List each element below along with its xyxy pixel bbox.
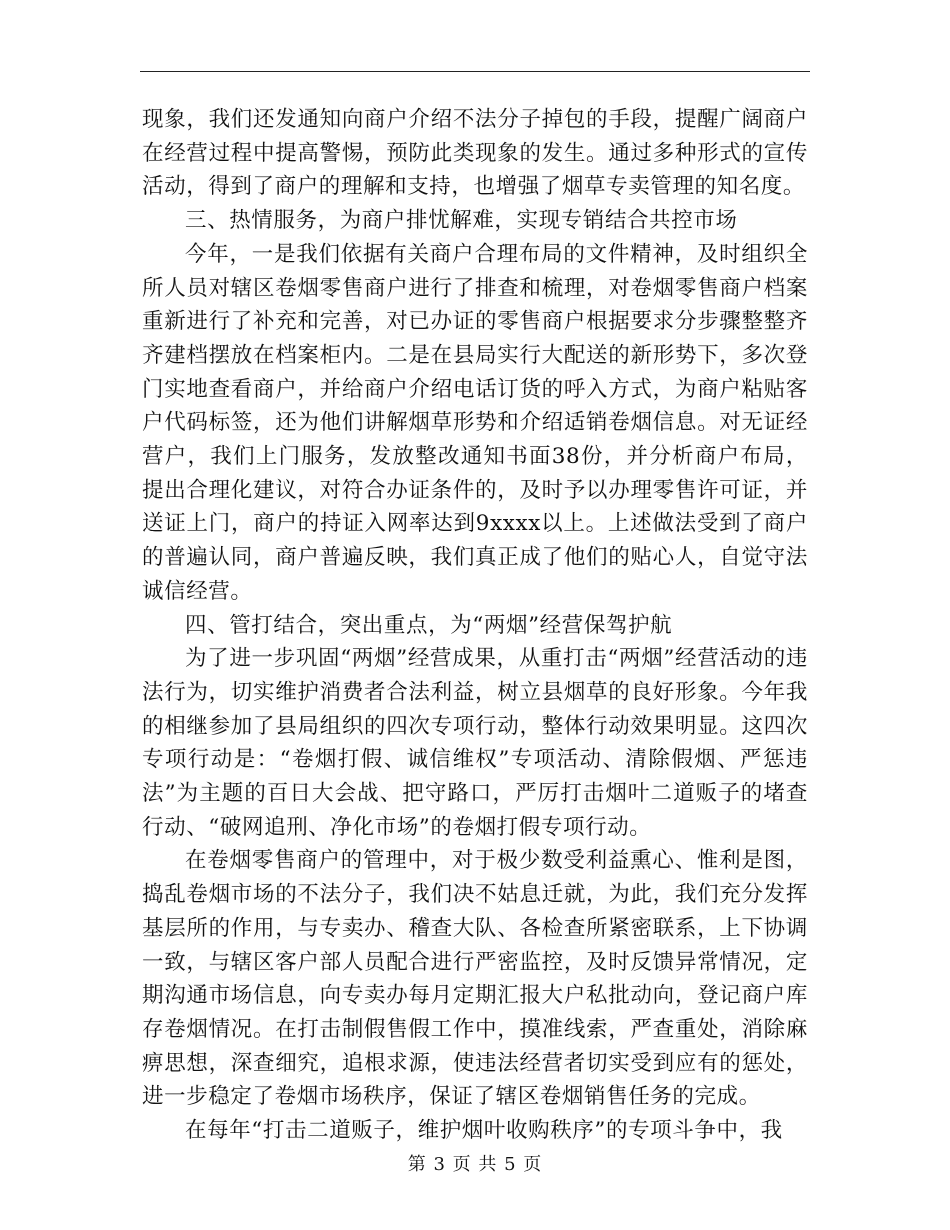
paragraph-special-actions: 为了进一步巩固“两烟”经营成果，从重打击“两烟”经营活动的违法行为，切实维护消费者合法利益，树立县烟草的良好形象。今年我的相继参加了县局组织的四次专项行动，整体行动效果明显。这四次专项行动是：“卷烟打假、诚信维权”专项活动、清除假烟、严惩违法”为主题的百日大会战、把守路口，严厉打击烟叶二道贩子的堵查行动、“破网追刑、净化市场”的卷烟打假专项行动。 xyxy=(142,646,808,840)
paragraph-management: 在卷烟零售商户的管理中，对于极少数受利益熏心、惟利是图，捣乱卷烟市场的不法分子，我们决不姑息迁就，为此，我们充分发挥基层所的作用，与专卖办、稽查大队、各检查所紧密联系，上下协调一致，与辖区客户部人员配合进行严密监控，及时反馈异常情况，定期沟通市场信息，向专卖办每月定期汇报大户私批动向，登记商户库存卷烟情况。在打击制假售假工作中，摸准线索，严查重处，消除麻痹思想，深查细究，追根求源，使违法经营者切实受到应有的惩处，进一步稳定了卷烟市场秩序，保证了辖区卷烟销售任务的完成。 xyxy=(142,848,808,1110)
paragraph-service: 今年，一是我们依据有关商户合理布局的文件精神，及时组织全所人员对辖区卷烟零售商户进行了排查和梳理，对卷烟零售商户档案重新进行了补充和完善，对已办证的零售商户根据要求分步骤整整齐齐建档摆放在档案柜内。二是在县局实行大配送的新形势下，多次登门实地查看商户，并给商户介绍电话订货的呼入方式，为商户粘贴客户代码标签，还为他们讲解烟草形势和介绍适销卷烟信息。对无证经营户，我们上门服务，发放整改通知书面38份，并分析商户布局，提出合理化建议，对符合办证条件的，及时予以办理零售许可证，并送证上门，商户的持证入网率达到9xxxx以上。上述做法受到了商户的普遍认同，商户普遍反映，我们真正成了他们的贴心人，自觉守法诚信经营。 xyxy=(142,241,808,604)
header-rule xyxy=(140,71,810,72)
page-number: 第 3 页 共 5 页 xyxy=(407,1154,543,1175)
paragraph-annual-campaign: 在每年“打击二道贩子，维护烟叶收购秩序”的专项斗争中，我 xyxy=(185,1118,783,1144)
section-heading-four: 四、管打结合，突出重点，为“两烟”经营保驾护航 xyxy=(185,612,673,638)
paragraph-continuation: 现象，我们还发通知向商户介绍不法分子掉包的手段，提醒广阔商户在经营过程中提高警惕，预防此类现象的发生。通过多种形式的宣传活动，得到了商户的理解和支持，也增强了烟草专卖管理的知名度。 xyxy=(142,107,808,200)
document-body xyxy=(142,103,808,1148)
section-heading-three: 三、热情服务，为商户排忧解难，实现专销结合共控市场 xyxy=(185,208,738,234)
